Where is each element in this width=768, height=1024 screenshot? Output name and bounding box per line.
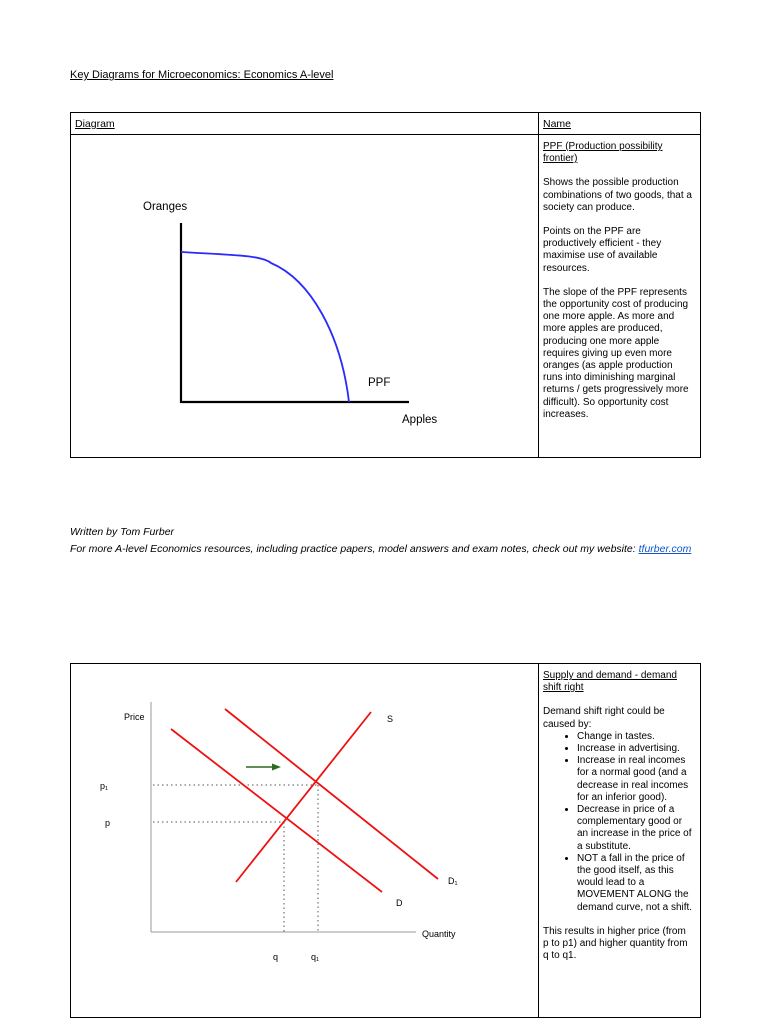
ppf-row <box>71 135 701 458</box>
q-label: q <box>273 952 279 962</box>
list-item: • NOT a fall in the price of the good itself, as this would lead to a MOVEMENT ALONG the demand curve, not a shift. <box>577 853 694 914</box>
sd-text-cell <box>539 664 701 1018</box>
supply-label: S <box>387 714 394 724</box>
ppf-paragraph-3: The slope of the PPF represents the opportunity cost of producing one more apple. As more and more apples are produced, producing one more apple requires giving up even more oranges (as apple production runs into diminishing marginal returns / gets progressively more difficult). So opportunity cost increases. <box>543 286 689 420</box>
ppf-curve <box>181 252 349 402</box>
ppf-paragraph-2: Points on the PPF are productively efficient - they maximise use of available resources. <box>543 226 662 274</box>
list-item: • Decrease in price of a complementary good or an increase in the price of a substitute. <box>577 804 694 853</box>
website-link[interactable]: tfurber.com <box>638 543 692 555</box>
sd-conclusion: This results in higher price (from p to p1) and higher quantity from q to q1. <box>543 925 688 962</box>
ppf-curve-label: PPF <box>368 377 391 389</box>
ppf-name: PPF (Production possibility frontier) <box>543 141 663 165</box>
shift-right-arrow <box>246 764 281 771</box>
ppf-paragraph-1: Shows the possible production combinations of two goods, that a society can produce. <box>543 177 692 213</box>
header-name-cell <box>539 113 701 135</box>
ppf-table <box>70 112 701 458</box>
sd-intro: Demand shift right could be caused by: <box>543 706 665 730</box>
q1-label: q₁ <box>311 952 320 962</box>
sd-diagram-cell <box>71 664 539 1018</box>
header-name: Name <box>543 118 572 130</box>
supply-curve <box>236 712 371 882</box>
supply-demand-row <box>71 664 701 1018</box>
list-item: • Increase in advertising. <box>577 743 694 755</box>
sd-x-axis-label: Quantity <box>422 929 456 939</box>
footer-promo-text: For more A-level Economics resources, including practice papers, model answers and exam notes, check out my website: <box>70 543 639 555</box>
sd-diagram <box>71 664 539 1017</box>
sd-name: Supply and demand - demand shift right <box>543 670 677 694</box>
p-label: p <box>105 818 111 828</box>
header-diagram-cell <box>71 113 539 135</box>
ppf-diagram-cell <box>71 135 539 458</box>
sd-causes-list <box>543 731 694 914</box>
document-title: Key Diagrams for Microeconomics: Economics A-level <box>70 69 334 81</box>
ppf-x-axis-label: Apples <box>402 414 438 426</box>
demand-curve <box>171 729 382 892</box>
supply-demand-table <box>70 663 701 1018</box>
table-header-row <box>71 113 701 135</box>
ppf-diagram <box>71 135 539 457</box>
sd-y-axis-label: Price <box>124 712 145 722</box>
ppf-text-cell <box>539 135 701 458</box>
ppf-y-axis-label: Oranges <box>143 201 188 213</box>
demand-new-label: D₁ <box>448 876 458 886</box>
header-diagram: Diagram <box>75 118 115 130</box>
footer-author: Written by Tom Furber <box>70 526 175 538</box>
p1-label: p₁ <box>100 781 109 791</box>
list-item: • Change in tastes. <box>577 731 694 743</box>
footer-promo <box>70 543 691 555</box>
demand-label: D <box>396 898 403 908</box>
list-item: • Increase in real incomes for a normal good (and a decrease in real incomes for an inferior good). <box>577 755 694 804</box>
